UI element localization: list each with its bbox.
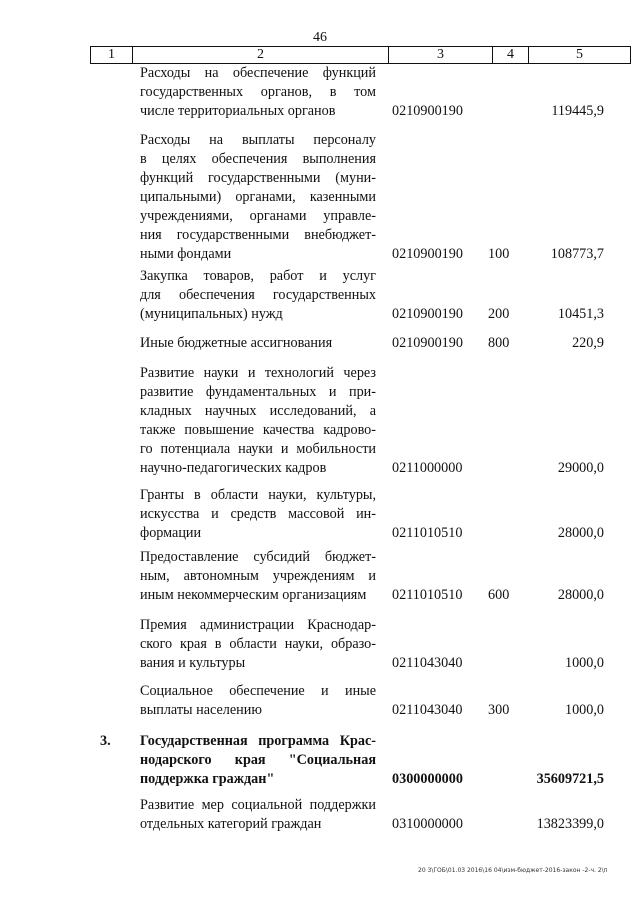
row-target-code: 0211010510 <box>392 525 463 541</box>
description-line: Расходы на выплаты персоналу <box>140 132 376 148</box>
row-amount: 35609721,5 <box>536 771 604 787</box>
row-target-code: 0211043040 <box>392 655 463 671</box>
row-amount: 13823399,0 <box>536 816 604 832</box>
column-header-table <box>90 46 631 64</box>
row-amount: 28000,0 <box>557 525 604 541</box>
row-target-code: 0210900190 <box>392 306 463 322</box>
description-line: Социальное обеспечение и иные <box>140 683 376 699</box>
row-description <box>140 486 376 543</box>
row-description <box>140 267 376 324</box>
description-line: кладных научных исследований, а <box>140 403 376 419</box>
description-line: Гранты в области науки, культуры, <box>140 487 376 503</box>
description-line: го потенциала науки и мобильности <box>140 441 376 457</box>
description-line: иным некоммерческим организациям <box>140 587 367 603</box>
description-line: Предоставление субсидий бюджет- <box>140 549 376 565</box>
row-target-code: 0211000000 <box>392 460 463 476</box>
row-target-code: 0211043040 <box>392 702 463 718</box>
row-description <box>140 131 376 264</box>
description-line: искусства и средств массовой ин- <box>140 506 376 522</box>
row-target-code: 0211010510 <box>392 587 463 603</box>
footer-file-path: 20 3\ГОБ\01.03 2016\16 04\изм-бюджет-2016-закон -2-ч. 2\п <box>418 867 608 874</box>
description-line: государственных органов, в том <box>140 84 376 100</box>
row-expense-type: 200 <box>488 306 510 322</box>
row-description <box>140 548 376 605</box>
description-line: нодарского края "Социальная <box>140 752 376 768</box>
row-amount: 108773,7 <box>550 246 604 262</box>
description-line: ными фондами <box>140 246 232 262</box>
row-amount: 28000,0 <box>557 587 604 603</box>
row-description <box>140 796 376 834</box>
description-line: ского края в области науки, образо- <box>140 636 376 652</box>
description-line: выплаты населению <box>140 702 262 718</box>
description-line: Государственная программа Крас- <box>140 733 376 749</box>
row-target-code: 0300000000 <box>392 771 463 787</box>
description-line: развитие фундаментальных и при- <box>140 384 376 400</box>
column-header-1: 1 <box>91 47 133 64</box>
column-header-2: 2 <box>133 47 389 64</box>
description-line: Закупка товаров, работ и услуг <box>140 268 376 284</box>
row-amount: 29000,0 <box>557 460 604 476</box>
description-line: для обеспечения государственных <box>140 287 376 303</box>
description-line: поддержка граждан" <box>140 771 275 787</box>
description-line: Развитие науки и технологий через <box>140 365 376 381</box>
description-line: вания и культуры <box>140 655 246 671</box>
description-line: формации <box>140 525 202 541</box>
row-description <box>140 682 376 720</box>
description-line: ным, автономным учреждениям и <box>140 568 376 584</box>
description-line: ципальными) органами, казенными <box>140 189 376 205</box>
row-amount: 119445,9 <box>551 103 604 119</box>
description-line: ния государственными внебюджет- <box>140 227 376 243</box>
row-description <box>140 364 376 478</box>
description-line: (муниципальных) нужд <box>140 306 283 322</box>
description-line: числе территориальных органов <box>140 103 336 119</box>
row-expense-type: 800 <box>488 335 510 351</box>
row-amount: 10451,3 <box>557 306 604 322</box>
description-line: функций государственными (муни- <box>140 170 376 186</box>
row-target-code: 0310000000 <box>392 816 463 832</box>
row-description <box>140 64 376 121</box>
description-line: Расходы на обеспечение функций <box>140 65 376 81</box>
description-line: Премия администрации Краснодар- <box>140 617 376 633</box>
row-description <box>140 732 376 789</box>
column-header-5: 5 <box>529 47 631 64</box>
row-target-code: 0210900190 <box>392 246 463 262</box>
description-line: Иные бюджетные ассигнования <box>140 335 333 351</box>
row-expense-type: 100 <box>488 246 510 262</box>
page-number: 46 <box>313 30 327 45</box>
row-expense-type: 600 <box>488 587 510 603</box>
row-amount: 1000,0 <box>564 655 604 671</box>
description-line: научно-педагогических кадров <box>140 460 327 476</box>
column-header-4: 4 <box>493 47 529 64</box>
row-amount: 1000,0 <box>564 702 604 718</box>
description-line: учреждениями, органами управле- <box>140 208 376 224</box>
description-line: Развитие мер социальной поддержки <box>140 797 376 813</box>
row-description <box>140 334 376 353</box>
column-header-3: 3 <box>389 47 493 64</box>
row-number: 3. <box>100 733 111 749</box>
description-line: в целях обеспечения выполнения <box>140 151 376 167</box>
row-description <box>140 616 376 673</box>
row-amount: 220,9 <box>572 335 604 351</box>
row-target-code: 0210900190 <box>392 335 463 351</box>
row-expense-type: 300 <box>488 702 510 718</box>
description-line: также повышение качества кадрово- <box>140 422 376 438</box>
description-line: отдельных категорий граждан <box>140 816 322 832</box>
row-target-code: 0210900190 <box>392 103 463 119</box>
